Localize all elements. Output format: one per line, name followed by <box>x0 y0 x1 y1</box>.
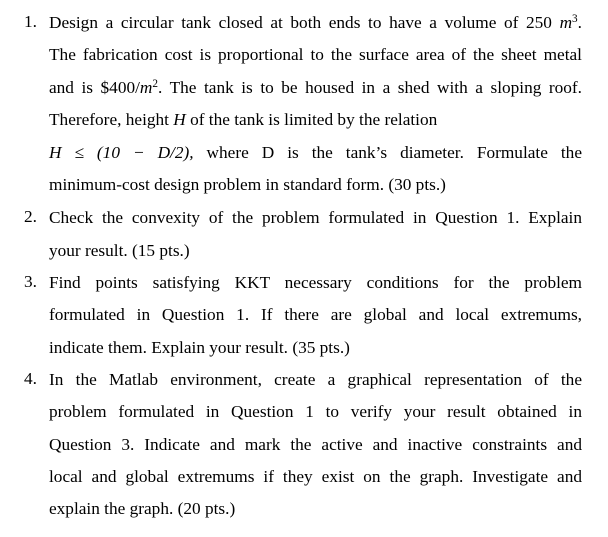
question-line: Design a circular tank closed at both ends to have a volume of 250 $m^3$. <box>49 12 582 32</box>
question-line: minimum-cost design problem in standard form. (30 pts.) <box>49 175 446 194</box>
question-line: The fabrication cost is proportional to the surface area of the sheet metal <box>49 45 582 64</box>
question-line: Check the convexity of the problem formulated in Question 1. Explain <box>49 208 582 227</box>
question-number: 4. <box>24 369 37 388</box>
constraint-expression: H ≤ (10 − D/2), <box>49 143 194 162</box>
question-line: indicate them. Explain your result. (35 pts.) <box>49 338 350 357</box>
question-line: Question 3. Indicate and mark the active and inactive constraints and <box>49 435 582 454</box>
question-line: local and global extremums if they exist on the graph. Investigate and <box>49 467 582 486</box>
question-number: 3. <box>24 272 37 291</box>
question-line: explain the graph. (20 pts.) <box>49 499 236 518</box>
question-line: H ≤ (10 − D/2), where D is the tank’s diameter. Formulate the <box>49 143 582 162</box>
question-line: Therefore, height H of the tank is limited by the relation <box>49 110 438 129</box>
question-number: 1. <box>24 12 37 31</box>
question-line: your result. (15 pts.) <box>49 241 190 260</box>
question-line: Find points satisfying KKT necessary conditions for the problem <box>49 273 582 292</box>
question-number: 2. <box>24 207 37 226</box>
question-line: problem formulated in Question 1 to verify your result obtained in <box>49 402 582 421</box>
question-line: and is $\$400/m^2$. The tank is to be housed in a shed with a sloping roof. <box>49 77 583 97</box>
question-line: In the Matlab environment, create a graphical representation of the <box>49 370 582 389</box>
question-line: formulated in Question 1. If there are global and local extremums, <box>49 305 582 324</box>
